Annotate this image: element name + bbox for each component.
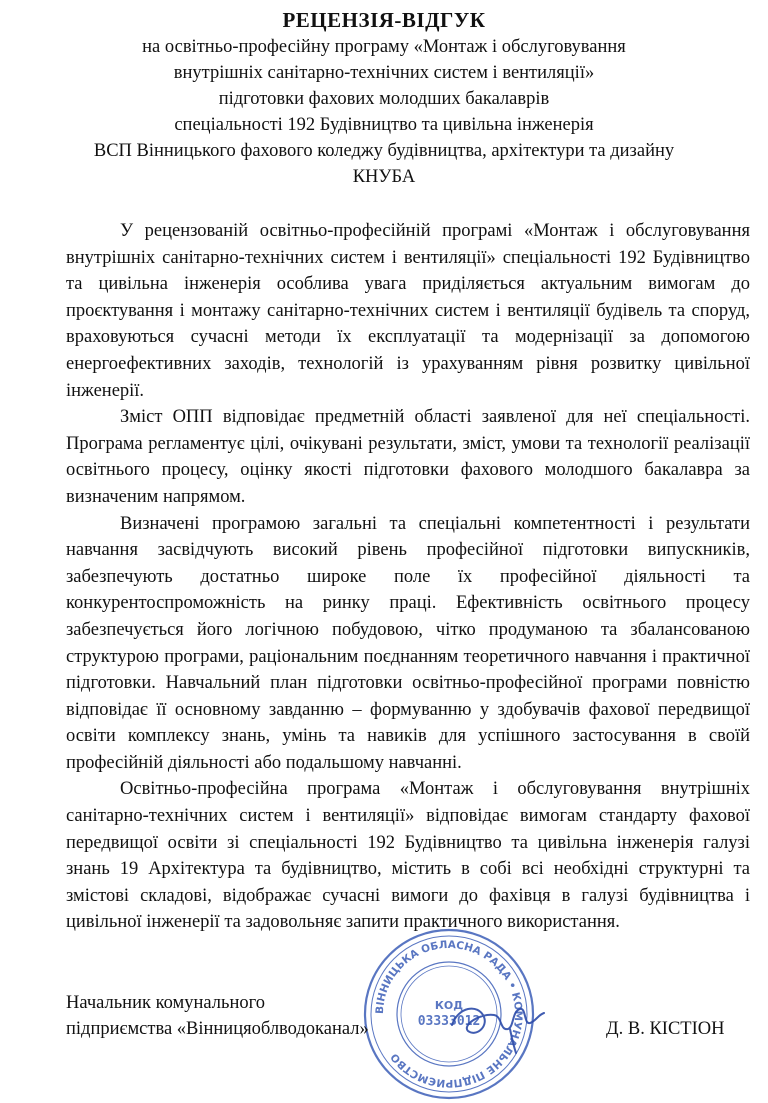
header-line-university: КНУБА [352, 167, 416, 187]
stamp-code-label: КОД [434, 999, 464, 1012]
document-header [40, 6, 728, 190]
header-line-specialty: спеціальності 192 Будівництво та цивільна інженерія [174, 115, 594, 135]
signatory-position-line-1: Начальник комунального [66, 993, 265, 1013]
review-paragraph-4: Освітньо-професійна програма «Монтаж і обслуговування внутрішніх санітарно-технічних систем і вентиляції» відповідає вимогам стандарту фахової передвищої освіти зі спеціальності 192 Будівництво та цивільна інженерія галузі знань 19 Архітектура та будівництво, містить в собі всі необхідні структурні та змістові складові, відображає сучасні вимоги до фахівця в галузі будівництва і цивільної інженерії та задовольняє запити практичного використання. [66, 779, 750, 933]
signatory-name: Д. В. КІСТІОН [606, 1019, 725, 1039]
header-line-program-cont: внутрішніх санітарно-технічних систем і вентиляції» [173, 63, 595, 83]
header-line-level: підготовки фахових молодших бакалаврів [218, 89, 550, 109]
review-paragraph-2: Зміст ОПП відповідає предметній області заявленої для неї спеціальності. Програма регламентує цілі, очікувані результати, зміст, умови та технології реалізації освітнього процесу, оцінку якості підготовки фахового молодшого бакалавра за визначеним напрямом. [66, 407, 750, 507]
signatory-position-line-2: підприємства «Вінницяоблводоканал» [66, 1019, 369, 1039]
review-paragraph-3: Визначені програмою загальні та спеціальні компетентності і результати навчання засвідчують високий рівень професійної підготовки випускників, забезпечують достатньо широке поле їх професійної діяльності та конкурентоспроможність на ринку праці. Ефективність освітнього процесу забезпечується його логічною побудовою, чітко продуманою та збалансованою структурою програми, раціональним поєднанням теоретичного навчання і практичної підготовки. Навчальний план підготовки освітньо-професійної програми повністю відповідає її основному завданню – формуванню у здобувачів фахової передвищої освіти комплексу знань, умінь та навиків для успішного застосування в своїй професійній діяльності або подальшому навчанні. [66, 513, 750, 773]
document-title: РЕЦЕНЗІЯ-ВІДГУК [282, 8, 486, 32]
review-paragraph-1: У рецензованій освітньо-професійній програмі «Монтаж і обслуговування внутрішніх санітарно-технічних систем і вентиляції» спеціальності 192 Будівництво та цивільна інженерія особлива увага приділяється актуальним вимогам до проєктування і монтажу санітарно-технічних систем і вентиляції будівель та споруд, враховуються сучасні методи їх експлуатації та модернізації за допомогою енергоефективних заходів, технологій із урахуванням рівня розвитку цивільної інженерії. [66, 221, 750, 401]
stamp-code: 03333012 [417, 1014, 481, 1029]
header-line-institution: ВСП Вінницького фахового коледжу будівництва, архітектури та дизайну [93, 141, 675, 161]
stamp-ring-text: ВІННИЦЬКА ОБЛАСНА РАДА • КОМУНАЛЬНЕ ПІДПРИЄМСТВО [373, 938, 525, 1090]
review-body [66, 218, 750, 936]
signatory-position [66, 990, 369, 1042]
header-line-program: на освітньо-професійну програму «Монтаж і обслуговування [142, 37, 626, 57]
handwritten-signature [440, 985, 550, 1055]
